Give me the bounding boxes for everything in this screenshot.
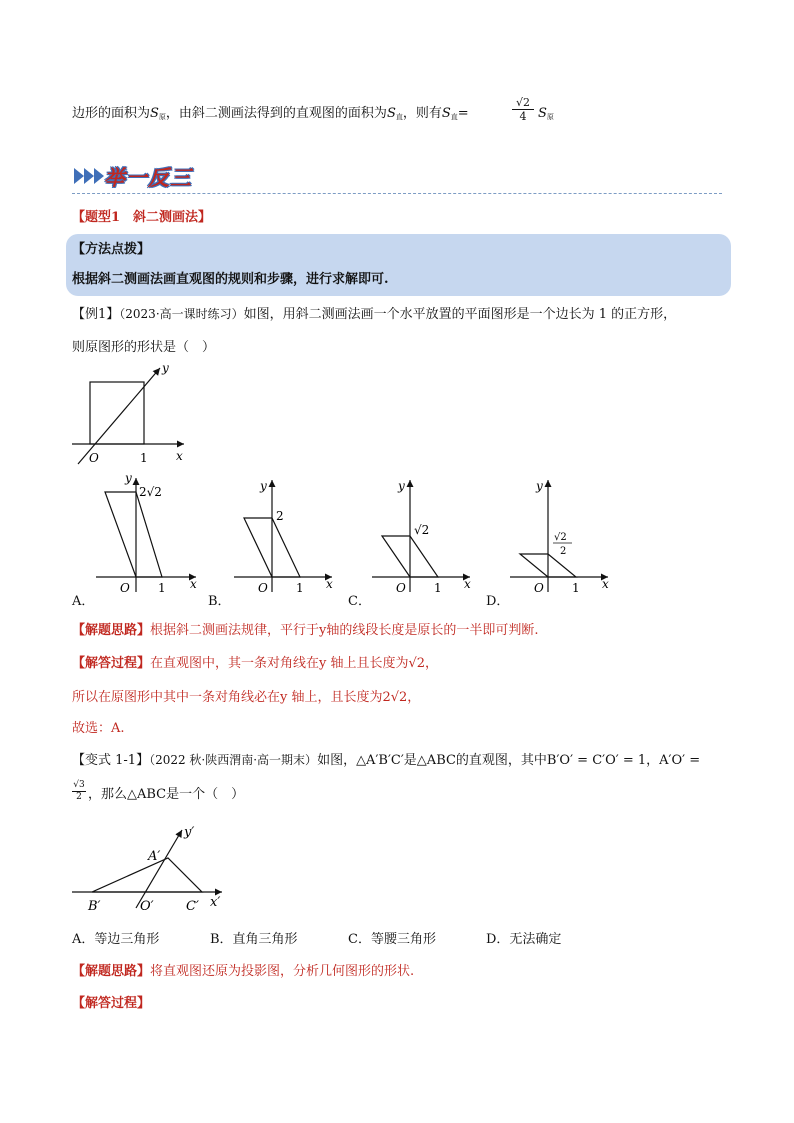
- variant-idea: [72, 962, 414, 982]
- s-orig-sub-2: 原: [546, 113, 554, 121]
- x-label: x: [176, 449, 183, 463]
- svg-text:x: x: [326, 577, 333, 591]
- option-a-mark: 2√2: [139, 485, 162, 499]
- idea-tag: 【解题思路】: [72, 623, 151, 638]
- variant-frac-num: √3: [73, 780, 85, 790]
- variant-figure: [72, 822, 232, 914]
- intro-text-2: ，由斜二测画法得到的直观图的面积为: [165, 106, 387, 121]
- example-1-answer: 故选：A.: [72, 721, 125, 736]
- s-orig-symbol: S: [150, 106, 159, 121]
- example-tag: 【例1】: [72, 307, 120, 322]
- tip-title: 【方法点拨】: [72, 242, 151, 257]
- example-1-line-2: 则原图形的形状是（ ）: [72, 340, 216, 355]
- variant-fraction: [72, 780, 86, 803]
- s-view-sub: 直: [395, 113, 403, 121]
- intro-text-3: ，则有: [402, 106, 442, 121]
- svg-text:y: y: [125, 471, 132, 485]
- example-source: （2023·高一课时练习）: [119, 307, 244, 321]
- svg-text:O: O: [258, 581, 268, 595]
- variant-1-1-line-1: [72, 750, 700, 771]
- intro-line: [72, 104, 469, 127]
- svg-text:1: 1: [572, 581, 580, 595]
- fraction-numerator: √2: [512, 96, 534, 110]
- intro-fraction: [512, 96, 534, 123]
- b-prime-label: B′: [88, 899, 101, 914]
- example-1-process-1: [72, 654, 438, 674]
- fraction-denominator: 4: [519, 110, 527, 123]
- svg-text:O: O: [396, 581, 406, 595]
- option-b-figure: [232, 470, 342, 595]
- svg-text:x: x: [464, 577, 471, 591]
- variant-idea-text: 将直观图还原为投影图，分析几何图形的形状.: [150, 964, 415, 979]
- y-prime-label: y′: [184, 825, 195, 840]
- unit-label: 1: [140, 451, 148, 465]
- x-prime-label: x′: [210, 895, 221, 910]
- option-a-letter[interactable]: A．: [72, 594, 95, 609]
- svg-text:y: y: [536, 479, 543, 493]
- example-1-process-2: 所以在原图形中其中一条对角线必在y 轴上，且长度为2√2，: [72, 690, 421, 705]
- example-figure: [72, 360, 192, 470]
- example-1-idea: [72, 621, 539, 641]
- s-orig-sub: 原: [158, 113, 166, 121]
- equals-sign: =: [457, 106, 469, 121]
- tip-body: 根据斜二测画法画直观图的规则和步骤，进行求解即可.: [72, 272, 389, 287]
- variant-tag: 【变式 1-1】: [72, 753, 150, 768]
- option-d-mark-den: 2: [560, 546, 567, 557]
- svg-text:x: x: [602, 577, 609, 591]
- intro-text-1: 边形的面积为: [72, 106, 151, 121]
- option-c-mark: √2: [414, 523, 430, 537]
- variant-choice-d[interactable]: D．无法确定: [486, 932, 562, 947]
- option-d-letter[interactable]: D．: [486, 594, 510, 609]
- variant-text-1: 如图，△A′B′C′是△ABC的直观图，其中B′O′ = C′O′ = 1，A′O′ =: [317, 753, 701, 768]
- option-d-figure: [508, 470, 618, 595]
- idea-text: 根据斜二测画法规律，平行于y轴的线段长度是原长的一半即可判断.: [150, 623, 539, 638]
- svg-text:y: y: [398, 479, 405, 493]
- a-prime-label: A′: [148, 849, 161, 864]
- option-a-figure: [92, 470, 202, 595]
- variant-idea-tag: 【解题思路】: [72, 964, 151, 979]
- option-c-figure: [370, 470, 480, 595]
- svg-text:y: y: [260, 479, 267, 493]
- process-text-1: 在直观图中，其一条对角线在y 轴上且长度为√2，: [150, 656, 439, 671]
- svg-text:1: 1: [158, 581, 166, 595]
- option-c-letter[interactable]: C．: [348, 594, 371, 609]
- triangle-shape: [92, 858, 202, 892]
- intro-tail: [538, 104, 554, 127]
- example-1-line-1: [72, 304, 676, 325]
- variant-1-1-line-2: ，那么△ABC是一个（ ）: [88, 787, 245, 802]
- variant-choice-b[interactable]: B．直角三角形: [210, 932, 298, 947]
- s-view-symbol-2: S: [441, 106, 451, 121]
- svg-text:1: 1: [296, 581, 304, 595]
- square-shape: [90, 382, 144, 444]
- s-view-sub-2: 直: [450, 113, 458, 121]
- svg-text:O: O: [534, 581, 544, 595]
- svg-text:O: O: [120, 581, 130, 595]
- s-orig-symbol-2: S: [538, 106, 547, 121]
- option-b-mark: 2: [276, 509, 284, 523]
- example-text-1: 如图，用斜二测画法画一个水平放置的平面图形是一个边长为 1 的正方形，: [243, 307, 677, 322]
- option-d-mark-num: √2: [554, 532, 567, 543]
- variant-choice-a[interactable]: A．等边三角形: [72, 932, 160, 947]
- type-label: 【题型1 斜二测画法】: [72, 210, 212, 225]
- variant-frac-den: 2: [76, 792, 82, 802]
- banner-title: 举一反三: [104, 165, 192, 190]
- variant-source: （2022 秋·陕西渭南·高一期末）: [149, 753, 318, 767]
- section-divider: [72, 193, 722, 194]
- y-label: y: [162, 361, 169, 375]
- section-banner: [72, 162, 202, 190]
- svg-text:x: x: [190, 577, 197, 591]
- variant-choice-c[interactable]: C．等腰三角形: [348, 932, 436, 947]
- o-prime-label: O′: [140, 899, 154, 914]
- option-b-letter[interactable]: B．: [208, 594, 231, 609]
- c-prime-label: C′: [186, 899, 199, 914]
- origin-label: O: [89, 451, 99, 465]
- svg-text:1: 1: [434, 581, 442, 595]
- process-tag: 【解答过程】: [72, 656, 151, 671]
- variant-process-tag: 【解答过程】: [72, 996, 151, 1011]
- s-view-symbol: S: [386, 106, 396, 121]
